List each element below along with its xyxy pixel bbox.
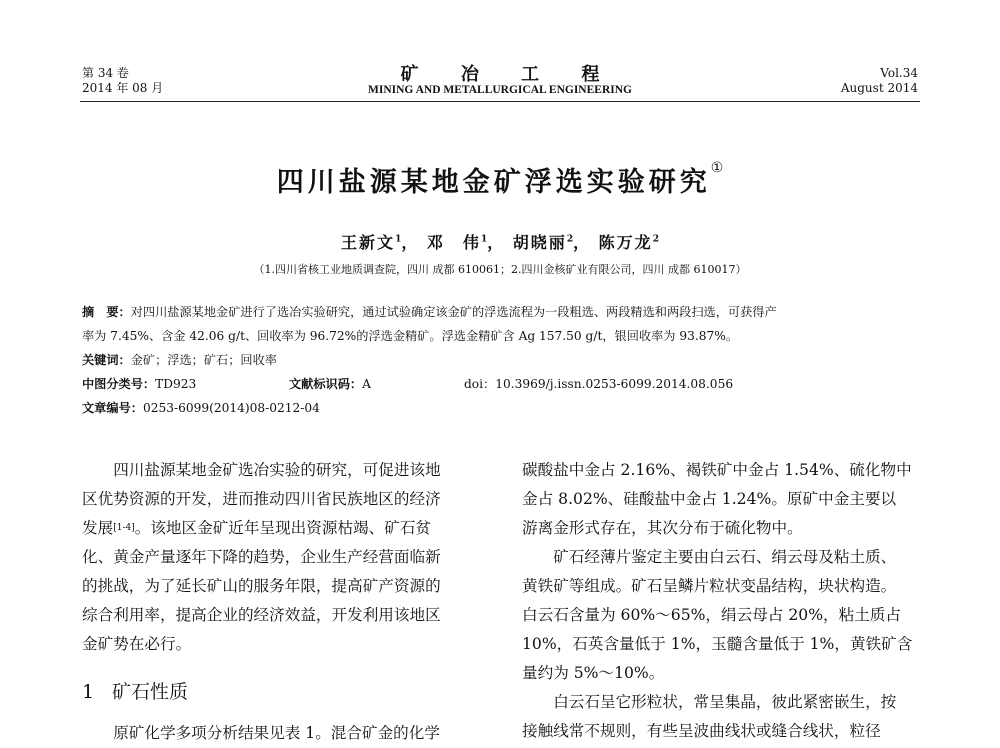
author: 王新文$^1$， [341, 233, 420, 252]
right-body-line: 白云石呈它形粒状，常呈集晶，彼此紧密嵌生，按 [522, 693, 897, 711]
section-heading [82, 677, 188, 704]
right-body-line: 游离金形式存在，其次分布于硫化物中。 [522, 519, 803, 537]
abstract-line-1: 摘 要：对四川盐源某地金矿进行了选冶实验研究，通过试验确定该金矿的浮选流程为一段粗选、两段精选和两段扫选，可获得产 [82, 305, 777, 319]
article-title-text: 四川盐源某地金矿浮选实验研究 [276, 167, 711, 198]
right-body-line: 碳酸盐中金占 2.16%、褐铁矿中金占 1.54%、硫化物中 [522, 461, 912, 479]
journal-title-cn: 矿 冶 工 程 [400, 64, 618, 85]
right-body-line: 黄铁矿等组成。矿石呈鳞片粒状变晶结构，块状构造。 [522, 577, 897, 595]
clc-number: 中图分类号：TD923 [82, 377, 197, 391]
author: 陈万龙$^2$ [598, 233, 659, 252]
right-body-line: 矿石经薄片鉴定主要由白云石、绢云母及粘土质、 [522, 548, 897, 566]
right-body-line: 10%，石英含量低于 1%，玉髓含量低于 1%，黄铁矿含 [522, 635, 913, 653]
left-body-line: 原矿化学多项分析结果见表 1。混合矿金的化学 [82, 724, 440, 742]
left-body-line: 化、黄金产量逐年下降的趋势，企业生产经营面临新 [82, 548, 441, 566]
section-number: 1 [82, 681, 95, 703]
keywords-label: 关键词： [82, 353, 131, 367]
authors [0, 230, 1000, 253]
title-footnote-mark: ① [710, 160, 724, 176]
affiliation: （1.四川省核工业地质调查院，四川 成都 610061；2.四川金核矿业有限公司，四川 成都 610017） [253, 263, 747, 276]
left-body-line: 金矿势在必行。 [82, 635, 192, 653]
left-body-line: 区优势资源的开发，进而推动四川省民族地区的经济 [82, 490, 441, 508]
author: 胡晓丽$^2$， [512, 233, 592, 252]
right-body-line: 量约为 5%～10%。 [522, 664, 665, 682]
date-cn: 2014 年 08 月 [82, 81, 164, 95]
volume-en: Vol.34 [880, 66, 918, 80]
article-number: 文章编号：0253-6099(2014)08-0212-04 [82, 401, 320, 415]
abstract-line-2: 率为 7.45%、含金 42.06 g/t、回收率为 96.72%的浮选金精矿。浮选金精矿含 Ag 157.50 g/t，银回收率为 93.87%。 [82, 329, 739, 343]
keywords: 关键词：金矿；浮选；矿石；回收率 [82, 353, 277, 367]
right-body-line: 接触线常不规则，有些呈波曲线状或缝合线状，粒径 [522, 722, 881, 740]
doi: doi：10.3969/j.issn.0253-6099.2014.08.056 [464, 377, 734, 391]
document-code: 文献标识码：A [289, 377, 371, 391]
article-title [0, 160, 1000, 199]
section-title: 矿石性质 [112, 681, 189, 703]
article-number-label: 文章编号： [82, 401, 143, 415]
author: 邓 伟$^1$， [426, 233, 506, 252]
volume-cn: 第 34 卷 [82, 66, 129, 80]
document-code-label: 文献标识码： [289, 377, 363, 391]
left-body-line: 的挑战，为了延长矿山的服务年限，提高矿产资源的 [82, 577, 441, 595]
header-rule [80, 101, 920, 102]
journal-title-en: MINING AND METALLURGICAL ENGINEERING [367, 84, 632, 96]
citation-ref: [1-4] [113, 523, 135, 533]
left-body-line: 四川盐源某地金矿选冶实验的研究，可促进该地 [82, 461, 441, 479]
abstract-label: 摘 要： [82, 305, 131, 319]
left-body-line: 综合利用率，提高企业的经济效益，开发利用该地区 [82, 606, 441, 624]
clc-label: 中图分类号： [82, 377, 156, 391]
right-body-line: 白云石含量为 60%～65%，绢云母占 20%，粘土质占 [522, 606, 901, 624]
left-body-line: 发展[1-4]。该地区金矿近年呈现出资源枯竭、矿石贫 [82, 519, 432, 537]
right-body-line: 金占 8.02%、硅酸盐中金占 1.24%。原矿中金主要以 [522, 490, 897, 508]
date-en: August 2014 [840, 81, 918, 95]
